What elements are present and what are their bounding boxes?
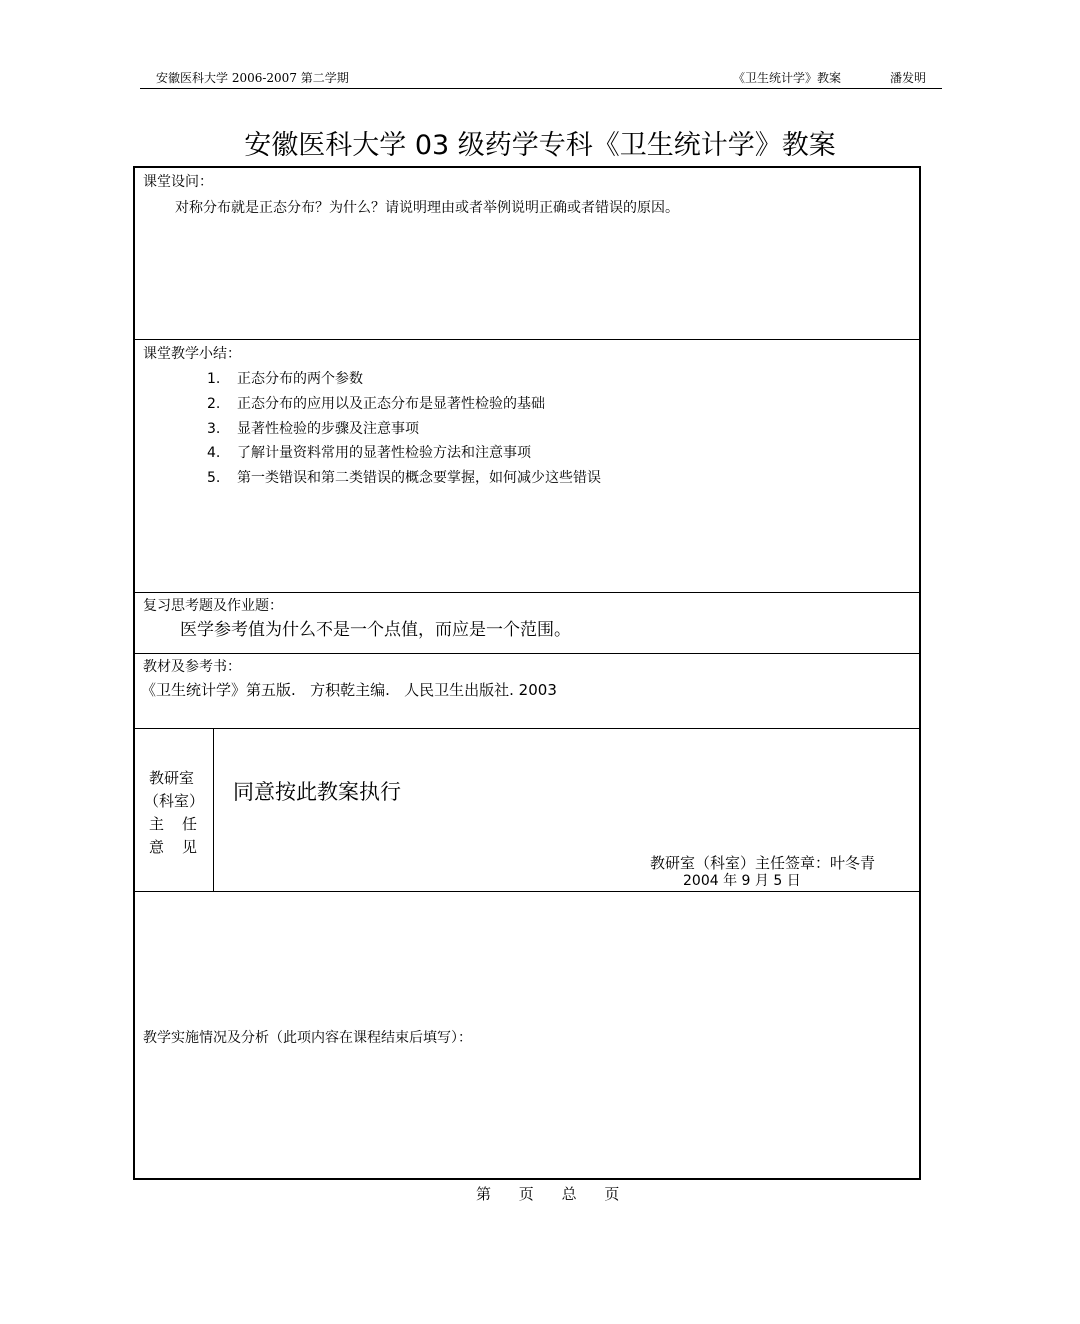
header-course: 《卫生统计学》教案 bbox=[733, 71, 842, 85]
column-divider bbox=[213, 729, 214, 891]
summary-list bbox=[207, 367, 601, 491]
question-label: 课堂设问： bbox=[143, 174, 213, 190]
review-text: 医学参考值为什么不是一个点值，而应是一个范围。 bbox=[180, 620, 571, 640]
implementation-section bbox=[135, 892, 919, 1178]
summary-label: 课堂教学小结： bbox=[143, 346, 241, 362]
page-footer: 第 页 总 页 bbox=[476, 1185, 620, 1203]
textbook-text: 《卫生统计学》第五版. 方积乾主编. 人民卫生出版社. 2003 bbox=[141, 681, 557, 699]
opinion-section bbox=[135, 729, 919, 892]
question-section bbox=[135, 168, 919, 340]
page-title: 安徽医科大学 03 级药学专科《卫生统计学》教案 bbox=[244, 130, 836, 161]
implementation-label: 教学实施情况及分析（此项内容在课程结束后填写）： bbox=[143, 1030, 472, 1046]
review-section bbox=[135, 593, 919, 654]
header-left: 安徽医科大学 2006-2007 第二学期 bbox=[156, 71, 349, 85]
list-item: 3. 显著性检验的步骤及注意事项 bbox=[207, 420, 419, 437]
list-item: 5. 第一类错误和第二类错误的概念要掌握，如何减少这些错误 bbox=[207, 470, 601, 487]
textbook-section bbox=[135, 654, 919, 729]
review-label: 复习思考题及作业题： bbox=[143, 598, 283, 614]
summary-section bbox=[135, 340, 919, 593]
question-text: 对称分布就是正态分布？为什么？请说明理由或者举例说明正确或者错误的原因。 bbox=[175, 200, 679, 216]
textbook-label: 教材及参考书： bbox=[143, 659, 241, 675]
list-item: 4. 了解计量资料常用的显著性检验方法和注意事项 bbox=[207, 445, 531, 462]
opinion-text: 同意按此教案执行 bbox=[233, 780, 401, 804]
opinion-label: 教研室 （科室） 主 任 意 见 bbox=[144, 769, 205, 856]
running-header bbox=[140, 70, 942, 89]
lesson-plan-table bbox=[133, 166, 921, 1180]
list-item: 1. 正态分布的两个参数 bbox=[207, 371, 363, 387]
header-author: 潘发明 bbox=[890, 71, 927, 85]
director-signature: 教研室（科室）主任签章：叶冬青 bbox=[650, 854, 876, 872]
signature-date: 2004 年 9 月 5 日 bbox=[683, 873, 801, 889]
list-item: 2. 正态分布的应用以及正态分布是显著性检验的基础 bbox=[207, 395, 545, 412]
